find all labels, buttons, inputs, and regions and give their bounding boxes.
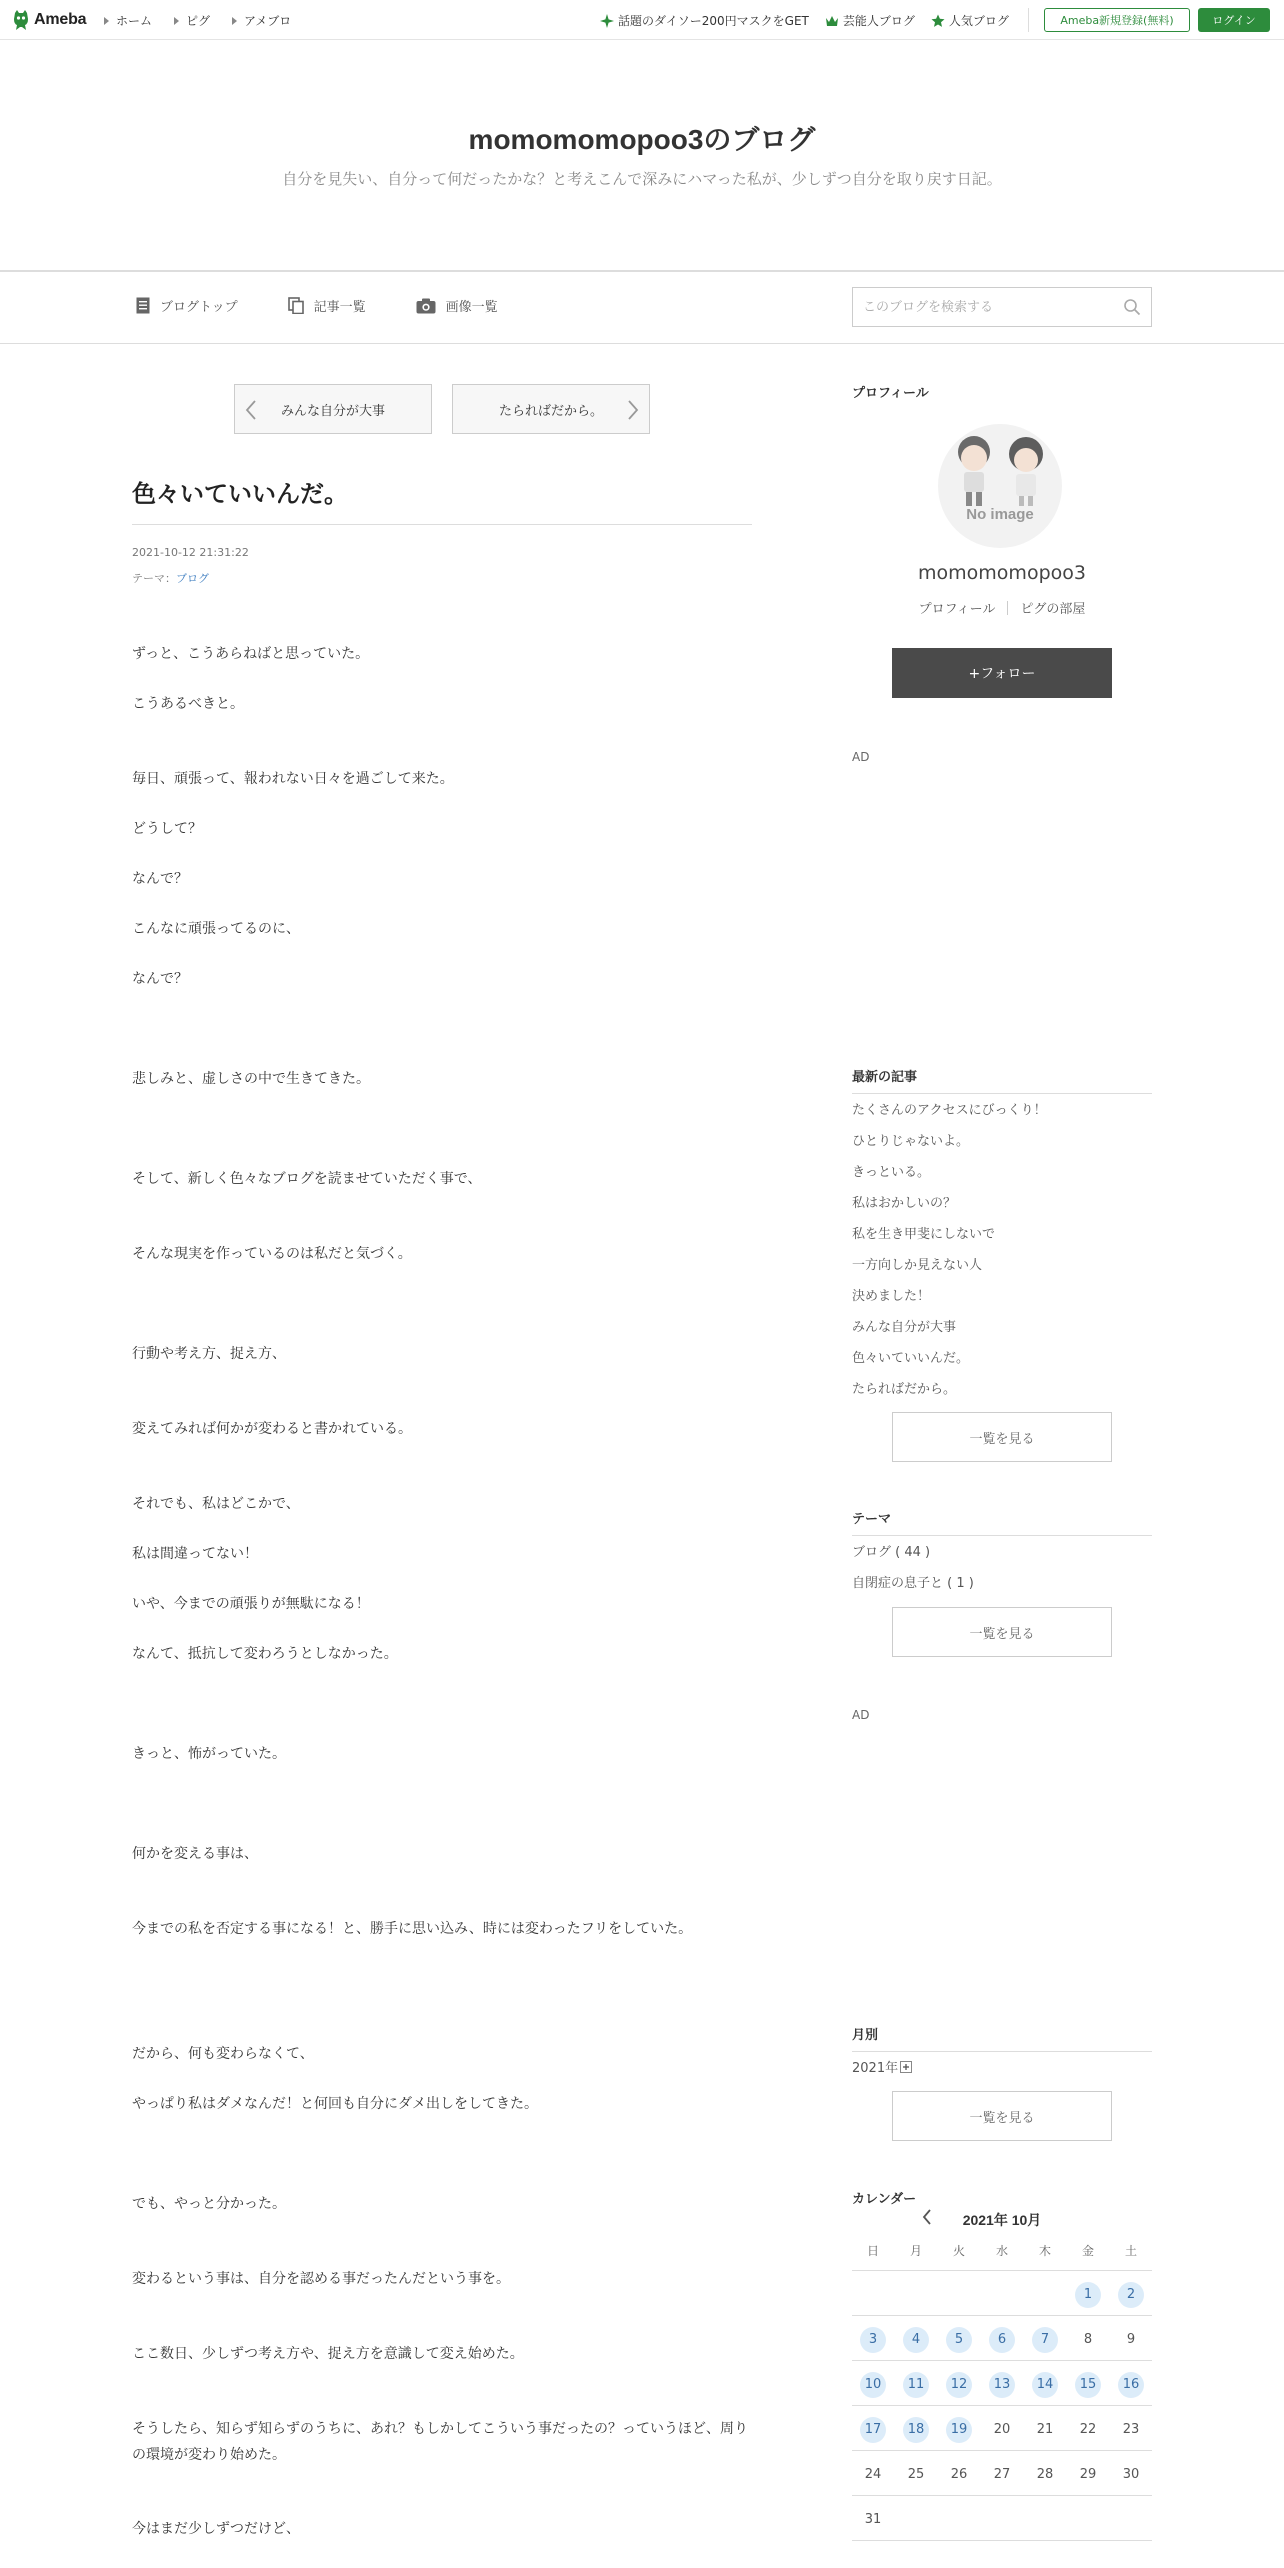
calendar-weekday: 金	[1081, 2244, 1094, 2258]
calendar-day: 24	[864, 2467, 882, 2482]
prev-entry-button[interactable]	[234, 384, 432, 434]
latest-entry-link[interactable]: たくさんのアクセスにびっくり！	[852, 1103, 1047, 1118]
blog-nav	[0, 270, 1284, 344]
promo-popular-label: 人気ブログ	[948, 14, 1009, 28]
calendar-day: 31	[864, 2512, 882, 2527]
theme-more-button[interactable]: 一覧を見る	[892, 1607, 1112, 1657]
image-list-label: 画像一覧	[445, 300, 498, 315]
nav-pigg-label: ピグ	[186, 14, 211, 28]
register-button[interactable]: Ameba新規登録(無料)	[1044, 8, 1190, 32]
promo-mask-label: 話題のダイソー200円マスクをGET	[618, 14, 809, 28]
calendar-row-divider	[852, 2270, 1152, 2271]
article-paragraph: ずっと、こうあらねばと思っていた。	[132, 646, 370, 662]
profile-name[interactable]: momomomopoo3	[918, 562, 1086, 584]
nav-ameblo[interactable]	[232, 12, 291, 29]
sparkle-icon	[600, 14, 614, 28]
star-icon	[931, 14, 945, 28]
latest-entry-link[interactable]: きっといる。	[852, 1165, 931, 1180]
calendar-row-divider	[852, 2495, 1152, 2496]
calendar-row-divider	[852, 2540, 1152, 2541]
calendar-day: 8	[1083, 2332, 1093, 2347]
promo-celebrity-label: 芸能人ブログ	[842, 14, 915, 28]
blog-search-input[interactable]	[863, 300, 1123, 315]
calendar-row-divider	[852, 2360, 1152, 2361]
article-date: 2021-10-12 21:31:22	[132, 546, 249, 559]
nav-pigg[interactable]	[174, 12, 210, 29]
next-entry-button[interactable]	[452, 384, 650, 434]
article-title-divider	[132, 524, 752, 525]
document-icon	[136, 297, 150, 314]
article-theme-link[interactable]: ブログ	[176, 572, 209, 585]
theme-link[interactable]: ブログ ( 44 )	[852, 1545, 931, 1560]
calendar-day: 22	[1079, 2422, 1097, 2437]
calendar-day: 30	[1122, 2467, 1140, 2482]
latest-entry-link[interactable]: 私を生き甲斐にしないで	[852, 1227, 996, 1242]
article-paragraph: どうして？	[132, 821, 202, 837]
calendar-day-with-post[interactable]: 3	[860, 2327, 886, 2353]
no-image-label: No image	[966, 506, 1034, 523]
brand-name: Ameba	[34, 11, 87, 28]
article-title: 色々いていいんだ。	[132, 481, 348, 508]
article-paragraph: なんで？	[132, 971, 188, 987]
article-paragraph: 変えてみれば何かが変わると書かれている。	[132, 1421, 412, 1437]
global-header	[0, 0, 1284, 40]
calendar-day-with-post[interactable]: 11	[903, 2372, 929, 2398]
latest-entry-link[interactable]: ひとりじゃないよ。	[852, 1134, 970, 1149]
caret-right-icon	[232, 17, 237, 25]
calendar-weekday: 火	[952, 2244, 965, 2258]
calendar-day-with-post[interactable]: 4	[903, 2327, 929, 2353]
calendar-weekday: 日	[866, 2244, 879, 2258]
article-paragraph: 今までの私を否定する事になる！と、勝手に思い込み、時には変わったフリをしていた。	[132, 1921, 693, 1937]
blog-top-link[interactable]	[136, 296, 238, 315]
copy-documents-icon	[288, 297, 304, 314]
article-paragraph: 今はまだ少しずつだけど、	[132, 2521, 300, 2537]
calendar-day-with-post[interactable]: 2	[1118, 2282, 1144, 2308]
article-paragraph: そうしたら、知らず知らずのうちに、あれ？もしかしてこういう事だったの？っていうほど、周りの環境が変わり始めた。	[132, 2421, 748, 2463]
latest-entry-link[interactable]: みんな自分が大事	[852, 1320, 957, 1335]
latest-entry-link[interactable]: 一方向しか見えない人	[852, 1258, 983, 1273]
article-paragraph: やっぱり私はダメなんだ！と何回も自分にダメ出しをしてきた。	[132, 2096, 538, 2112]
article-paragraph: 悲しみと、虚しさの中で生きてきた。	[132, 1071, 370, 1087]
promo-mask-link[interactable]	[600, 12, 809, 29]
promo-popular-link[interactable]	[931, 12, 1009, 29]
calendar-day: 29	[1079, 2467, 1097, 2482]
entry-list-label: 記事一覧	[313, 300, 366, 315]
pigg-room-link[interactable]: ピグの部屋	[1020, 602, 1086, 617]
calendar-day: 28	[1036, 2467, 1054, 2482]
calendar-weekday: 木	[1038, 2244, 1051, 2258]
global-nav	[104, 12, 291, 29]
article-paragraph: 私は間違ってない！	[132, 1546, 258, 1562]
ad-label: AD	[852, 750, 870, 764]
article-paragraph: なんて、抵抗して変わろうとしなかった。	[132, 1646, 398, 1662]
article-theme	[132, 570, 209, 586]
nav-home-label: ホーム	[116, 14, 153, 28]
article-paragraph: 変わるという事は、自分を認める事だったんだという事を。	[132, 2271, 510, 2287]
latest-entry-link[interactable]: 決めました！	[852, 1289, 931, 1304]
calendar-day-with-post[interactable]: 6	[989, 2327, 1015, 2353]
camera-icon	[416, 298, 436, 314]
ameba-logo[interactable]	[12, 9, 86, 31]
calendar-day: 23	[1122, 2422, 1140, 2437]
calendar-day-with-post[interactable]: 5	[946, 2327, 972, 2353]
image-list-link[interactable]	[416, 296, 498, 315]
calendar-day: 20	[993, 2422, 1011, 2437]
crown-icon	[825, 15, 839, 27]
year-label: 2021年	[852, 2061, 899, 2076]
article-paragraph: きっと、怖がっていた。	[132, 1746, 286, 1762]
blog-top-label: ブログトップ	[160, 300, 238, 315]
latest-entry-link[interactable]: 色々いていいんだ。	[852, 1351, 970, 1366]
calendar-day-with-post[interactable]: 13	[989, 2372, 1015, 2398]
profile-links-divider	[1007, 601, 1008, 615]
blog-description: 自分を見失い、自分って何だったかな？と考えこんで深みにハマった私が、少しずつ自分を取り戻す日記。	[282, 170, 1002, 188]
calendar-weekday: 土	[1124, 2244, 1137, 2258]
login-button[interactable]: ログイン	[1198, 8, 1270, 32]
calendar-day-with-post[interactable]: 15	[1075, 2372, 1101, 2398]
calendar-day-with-post[interactable]: 1	[1075, 2282, 1101, 2308]
ad-label: AD	[852, 1708, 870, 1722]
calendar-month-label: 2021年 10月	[962, 2212, 1042, 2228]
article-paragraph: そんな現実を作っているのは私だと気づく。	[132, 1246, 412, 1262]
blog-search-box	[852, 287, 1152, 327]
calendar-heading: カレンダー	[852, 2191, 917, 2206]
article-paragraph: いや、今までの頑張りが無駄になる！	[132, 1596, 370, 1612]
article-paragraph: こんなに頑張ってるのに、	[132, 921, 300, 937]
article-paragraph: でも、やっと分かった。	[132, 2196, 286, 2212]
no-image-avatar-icon	[938, 424, 1062, 548]
article-paragraph: こうあるべきと。	[132, 696, 244, 712]
calendar-day: 26	[950, 2467, 968, 2482]
article-paragraph: なんで？	[132, 871, 188, 887]
article-paragraph: 行動や考え方、捉え方、	[132, 1346, 286, 1362]
article-paragraph: 毎日、頑張って、報われない日々を過ごして来た。	[132, 771, 454, 787]
calendar-day: 25	[907, 2467, 925, 2482]
article-paragraph: 何かを変える事は、	[132, 1846, 258, 1862]
expand-plus-icon	[900, 2061, 912, 2073]
calendar-day: 27	[993, 2467, 1011, 2482]
calendar-day-with-post[interactable]: 16	[1118, 2372, 1144, 2398]
follow-button[interactable]: +フォロー	[892, 648, 1112, 698]
calendar-day-with-post[interactable]: 19	[946, 2417, 972, 2443]
monthly-more-button[interactable]: 一覧を見る	[892, 2091, 1112, 2141]
latest-entry-link[interactable]: たらればだから。	[852, 1382, 957, 1397]
article-paragraph: だから、何も変わらなくて、	[132, 2046, 314, 2062]
calendar-day-with-post[interactable]: 7	[1032, 2327, 1058, 2353]
calendar-weekday: 水	[995, 2244, 1008, 2258]
calendar-day: 21	[1036, 2422, 1054, 2437]
article-paragraph: ここ数日、少しずつ考え方や、捉え方を意識して変え始めた。	[132, 2346, 524, 2362]
article-paragraph: そして、新しく色々なブログを読ませていただく事で、	[132, 1171, 482, 1187]
profile-avatar[interactable]	[938, 424, 1062, 548]
latest-more-button[interactable]: 一覧を見る	[892, 1412, 1112, 1462]
calendar-day-with-post[interactable]: 12	[946, 2372, 972, 2398]
latest-entries-heading: 最新の記事	[852, 1066, 1152, 1094]
latest-entry-link[interactable]: 私はおかしいの？	[852, 1196, 957, 1211]
nav-home[interactable]	[104, 12, 152, 29]
article-paragraph: それでも、私はどこかで、	[132, 1496, 300, 1512]
calendar-row-divider	[852, 2405, 1152, 2406]
calendar-row-divider	[852, 2450, 1152, 2451]
profile-links	[852, 598, 1152, 617]
caret-right-icon	[174, 17, 179, 25]
profile-link[interactable]: プロフィール	[918, 602, 996, 617]
theme-heading: テーマ	[852, 1508, 1152, 1536]
year-toggle[interactable]	[852, 2057, 912, 2076]
caret-right-icon	[104, 17, 109, 25]
chevron-right-icon	[627, 400, 639, 420]
profile-heading: プロフィール	[852, 385, 929, 400]
calendar-day-with-post[interactable]: 17	[860, 2417, 886, 2443]
calendar-day-with-post[interactable]: 10	[860, 2372, 886, 2398]
calendar-day-with-post[interactable]: 18	[903, 2417, 929, 2443]
calendar-row-divider	[852, 2315, 1152, 2316]
next-entry-label: たらればだから。	[498, 403, 603, 419]
promo-celebrity-link[interactable]	[825, 12, 915, 29]
monthly-heading: 月別	[852, 2024, 1152, 2052]
promo-links	[600, 12, 1009, 29]
calendar-day: 9	[1126, 2332, 1136, 2347]
calendar-day-with-post[interactable]: 14	[1032, 2372, 1058, 2398]
nav-ameblo-label: アメブロ	[244, 14, 292, 28]
ameba-mascot-icon	[12, 9, 30, 31]
calendar-weekday: 月	[909, 2244, 922, 2258]
blog-title[interactable]: momomomopoo3のブログ	[468, 124, 816, 155]
entry-list-link[interactable]	[288, 296, 366, 315]
prev-entry-label: みんな自分が大事	[280, 403, 385, 419]
theme-link[interactable]: 自閉症の息子と ( 1 )	[852, 1576, 974, 1591]
article-theme-prefix: テーマ：	[132, 572, 176, 585]
chevron-left-icon	[245, 400, 257, 420]
search-icon[interactable]	[1123, 298, 1141, 316]
header-divider	[1028, 8, 1029, 32]
